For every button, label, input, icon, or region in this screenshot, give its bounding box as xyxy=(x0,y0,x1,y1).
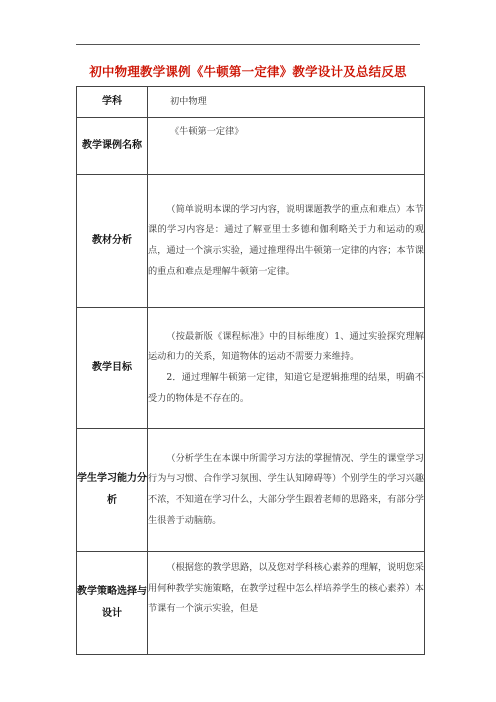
student-analysis-text: （分析学生在本课中所需学习方法的掌握情况、学生的课堂学习行为与习惯、合作学习氛围、学生认知障碍等）个别学生的学习兴趣不浓，不知道在学习什么，大部分学生跟着老师的思路来，有部分学生很善于动脑筋。 xyxy=(148,452,424,526)
table-row-lesson-name xyxy=(77,118,425,175)
material-analysis-text: （简单说明本课的学习内容，说明课题教学的重点和难点）本节课的学习内容是：通过了解亚里士多德和伽利略关于力和运动的观点，通过一个演示实验，通过推理得出牛顿第一定律的内容；本节课的重点和难点是理解牛顿第一定律。 xyxy=(148,203,424,277)
student-analysis-label: 学生学习能力分析 xyxy=(77,429,148,552)
document-title: 初中物理教学课例《牛顿第一定律》教学设计及总结反思 xyxy=(89,64,407,79)
subject-value: 初中物理 xyxy=(148,87,425,118)
table-row-student-analysis xyxy=(77,429,425,552)
table-row-subject xyxy=(77,87,425,118)
lesson-name-value: 《牛顿第一定律》 xyxy=(148,118,425,175)
material-analysis-label: 教材分析 xyxy=(77,175,148,308)
strategy-text: （根据您的教学思路，以及您对学科核心素养的理解，说明您采用何种教学实施策略，在教学过程中怎么样培养学生的核心素养）本节课有一个演示实验，但是 xyxy=(148,562,424,615)
teaching-goals-paragraph-1: （按最新版《课程标准》中的目标维度）1、通过实验探究理解运动和力的关系，知道物体的运动不需要力来维持。 xyxy=(148,330,424,363)
teaching-goals-cell xyxy=(148,308,425,429)
student-analysis-cell xyxy=(148,429,425,552)
strategy-label: 教学策略选择与设计 xyxy=(77,552,148,655)
teaching-goals-label: 教学目标 xyxy=(77,308,148,429)
teaching-goals-paragraph-2: 2．通过理解牛顿第一定律，知道它是逻辑推理的结果，明确不受力的物体是不存在的。 xyxy=(148,372,424,404)
lesson-name-label: 教学课例名称 xyxy=(77,118,148,175)
lesson-plan-table xyxy=(76,86,425,655)
header-rule xyxy=(76,44,420,45)
table-row-material-analysis xyxy=(77,175,425,308)
material-analysis-cell xyxy=(148,175,425,308)
subject-label: 学科 xyxy=(77,87,148,118)
strategy-cell xyxy=(148,552,425,655)
table-row-teaching-goals xyxy=(77,308,425,429)
table-row-strategy xyxy=(77,552,425,655)
